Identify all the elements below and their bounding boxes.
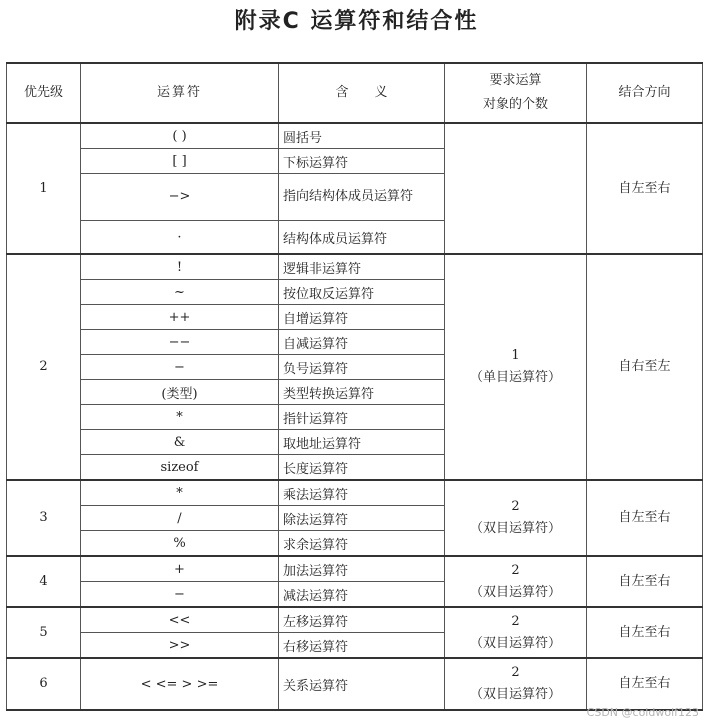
table-row (7, 480, 703, 506)
header-associativity: 结合方向 (587, 63, 703, 123)
priority-group-4 (7, 556, 703, 607)
header-priority: 优先级 (7, 63, 81, 123)
header-operand-line2: 对象的个数 (482, 97, 548, 112)
priority-group-5 (7, 607, 703, 658)
operand-count-cell (445, 658, 587, 710)
meaning-cell: 圆括号 (279, 123, 445, 149)
operator-cell: (类型) (81, 380, 279, 405)
meaning-cell: 按位取反运算符 (279, 280, 445, 305)
operand-count-type: （双目运算符） (469, 584, 561, 600)
associativity-cell: 自左至右 (587, 658, 703, 710)
meaning-cell: 加法运算符 (279, 556, 445, 582)
meaning-cell: 指针运算符 (279, 405, 445, 430)
operator-cell: sizeof (81, 455, 279, 481)
operand-count-cell (445, 480, 587, 556)
meaning-cell: 减法运算符 (279, 582, 445, 608)
operator-cell: ++ (81, 305, 279, 330)
meaning-cell: 关系运算符 (279, 658, 445, 710)
operand-count-type: （双目运算符） (469, 687, 561, 702)
associativity-cell: 自左至右 (587, 123, 703, 254)
operator-cell: ( ) (81, 123, 279, 149)
operator-cell: − (81, 355, 279, 380)
priority-cell: 2 (7, 254, 81, 480)
operand-count-number: 2 (511, 665, 520, 680)
meaning-cell: 负号运算符 (279, 355, 445, 380)
priority-cell: 3 (7, 480, 81, 556)
associativity-cell: 自左至右 (587, 607, 703, 658)
operator-cell: + (81, 556, 279, 582)
operand-count-number: 2 (511, 562, 520, 578)
operand-count-number: 2 (511, 613, 520, 629)
meaning-cell: 指向结构体成员运算符 (279, 174, 445, 221)
priority-cell: 5 (7, 607, 81, 658)
meaning-cell: 除法运算符 (279, 506, 445, 531)
table-row (7, 254, 703, 280)
priority-cell: 4 (7, 556, 81, 607)
operator-cell: % (81, 531, 279, 557)
meaning-cell: 自减运算符 (279, 330, 445, 355)
priority-group-2 (7, 254, 703, 480)
operator-cell: − (81, 582, 279, 608)
operator-cell: & (81, 430, 279, 455)
operator-cell: * (81, 480, 279, 506)
associativity-cell: 自右至左 (587, 254, 703, 480)
priority-cell: 6 (7, 658, 81, 710)
table-row (7, 658, 703, 710)
table-row (7, 607, 703, 633)
operand-count-number: 1 (511, 348, 520, 363)
header-row (7, 63, 703, 123)
table-row (7, 123, 703, 149)
operand-count-cell (445, 254, 587, 480)
priority-group-6 (7, 658, 703, 710)
operator-cell: < <= > >= (81, 658, 279, 710)
operator-cell: >> (81, 633, 279, 659)
meaning-cell: 下标运算符 (279, 149, 445, 174)
priority-group-3 (7, 480, 703, 556)
operand-count-type: （双目运算符） (469, 635, 561, 651)
operator-cell: * (81, 405, 279, 430)
meaning-cell: 自增运算符 (279, 305, 445, 330)
operator-cell: −> (81, 174, 279, 221)
operator-cell: ! (81, 254, 279, 280)
operand-count-type: （双目运算符） (469, 521, 561, 536)
meaning-cell: 结构体成员运算符 (279, 221, 445, 255)
meaning-cell: 左移运算符 (279, 607, 445, 633)
header-operand-count (445, 63, 587, 123)
header-meaning: 含 义 (279, 63, 445, 123)
operand-count-type: （单目运算符） (469, 370, 561, 385)
operand-count-number: 2 (511, 499, 520, 514)
priority-group-1 (7, 123, 703, 254)
operator-cell: [ ] (81, 149, 279, 174)
priority-cell: 1 (7, 123, 81, 254)
operator-cell: / (81, 506, 279, 531)
operator-cell: −− (81, 330, 279, 355)
associativity-cell: 自左至右 (587, 556, 703, 607)
watermark: CSDN @coldwolf123 (586, 706, 699, 719)
operator-table (6, 62, 703, 711)
table-row (7, 556, 703, 582)
meaning-cell: 右移运算符 (279, 633, 445, 659)
operator-cell: ~ (81, 280, 279, 305)
meaning-cell: 长度运算符 (279, 455, 445, 481)
meaning-cell: 取地址运算符 (279, 430, 445, 455)
operand-count-cell (445, 123, 587, 254)
operator-cell: · (81, 221, 279, 255)
header-operator: 运算符 (81, 63, 279, 123)
header-operand-line1: 要求运算 (489, 73, 542, 88)
associativity-cell: 自左至右 (587, 480, 703, 556)
operator-cell: << (81, 607, 279, 633)
meaning-cell: 逻辑非运算符 (279, 254, 445, 280)
operand-count-cell (445, 556, 587, 607)
meaning-cell: 类型转换运算符 (279, 380, 445, 405)
meaning-cell: 求余运算符 (279, 531, 445, 557)
meaning-cell: 乘法运算符 (279, 480, 445, 506)
operand-count-cell (445, 607, 587, 658)
page-title: 附录C 运算符和结合性 (234, 9, 479, 34)
